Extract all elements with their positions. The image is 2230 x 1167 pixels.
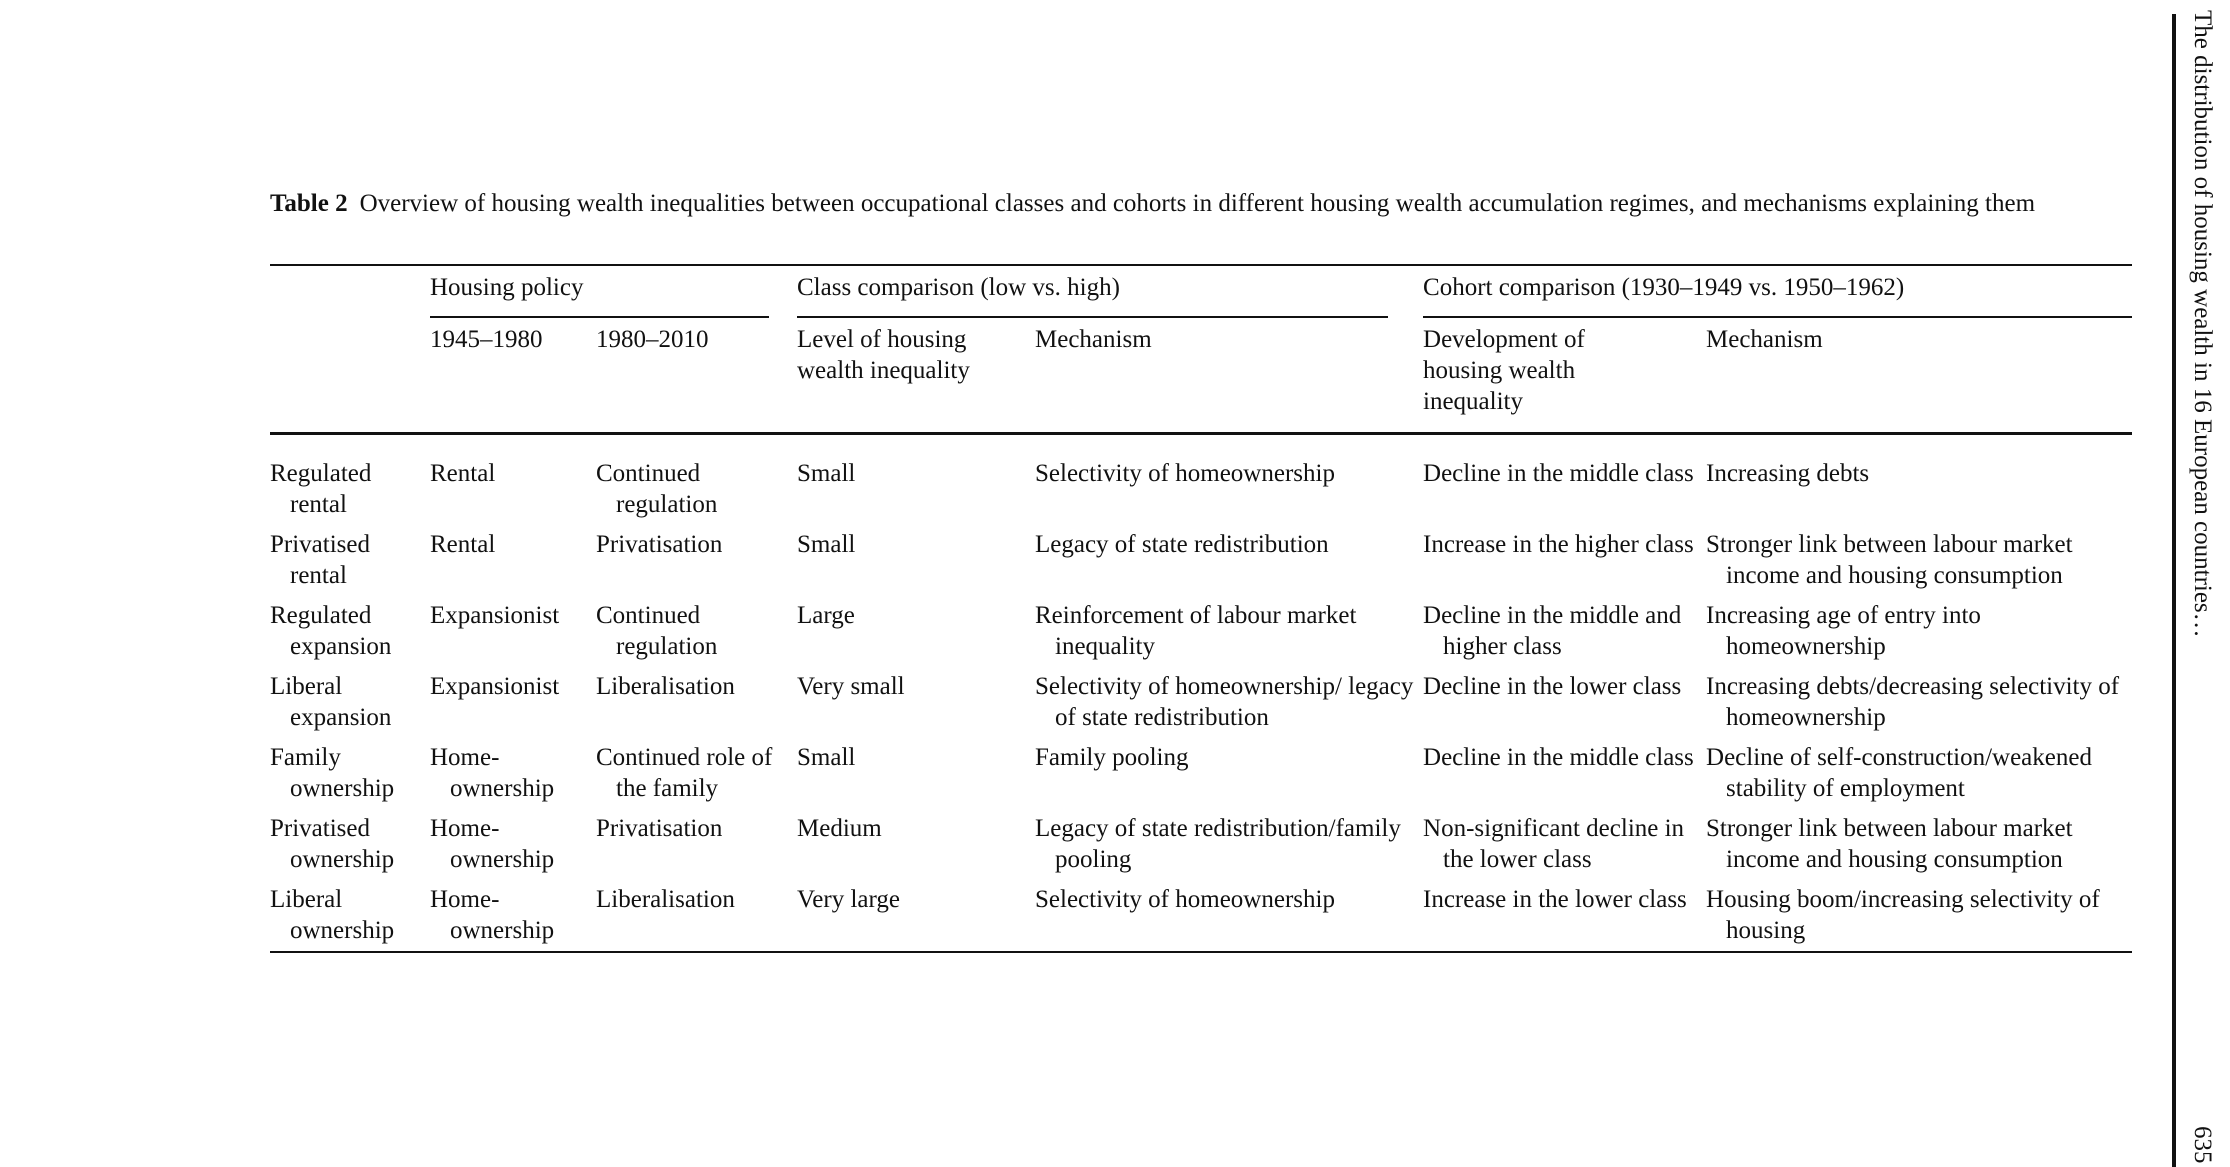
table-row <box>270 884 2132 955</box>
column-header: Level of housing wealth inequality <box>797 326 970 384</box>
group-class-comparison: Class comparison (low vs. high) <box>797 274 1120 301</box>
table-cell: Legacy of state redistribution/family pooling <box>1035 815 1401 873</box>
group-cohort-comparison: Cohort comparison (1930–1949 vs. 1950–1962) <box>1423 274 1905 301</box>
table-cell: Stronger link between labour market income and housing consumption <box>1706 531 2073 589</box>
table-cell: Decline in the middle and higher class <box>1423 602 1682 660</box>
table-cell: Stronger link between labour market income and housing consumption <box>1706 815 2073 873</box>
table-cell: Medium <box>797 815 882 842</box>
table-cell: Increasing age of entry into homeownership <box>1706 602 1981 660</box>
column-header: 1980–2010 <box>596 326 709 353</box>
table-row <box>270 671 2132 742</box>
table-cell: Continued regulation <box>596 460 718 518</box>
table-cell: Small <box>797 531 856 558</box>
table-cell: Large <box>797 602 855 629</box>
table-cell: Housing boom/increasing selectivity of housing <box>1706 886 2100 944</box>
table-cell: Privatisation <box>596 531 723 558</box>
page-number: 635 <box>2189 1126 2216 1164</box>
column-header: 1945–1980 <box>430 326 543 353</box>
table-cell: Reinforcement of labour market inequality <box>1035 602 1357 660</box>
table-cell: Non-significant decline in the lower class <box>1423 815 1685 873</box>
column-header-row <box>270 318 2132 442</box>
table-row <box>270 529 2132 600</box>
table-cell: Continued role of the family <box>596 744 773 802</box>
table-cell: Decline in the lower class <box>1423 673 1682 700</box>
top-rule <box>270 264 2132 266</box>
table-cell: Selectivity of homeownership/ legacy of state redistribution <box>1035 673 1414 731</box>
table-cell: Small <box>797 744 856 771</box>
caption-text: Overview of housing wealth inequalities between occupational classes and cohorts in different housing wealth accumulation regimes, and mechanisms explaining them <box>359 190 2036 217</box>
table-cell: Privatised ownership <box>270 815 395 873</box>
table-cell: Continued regulation <box>596 602 718 660</box>
table-label: Table 2 <box>270 190 348 217</box>
table-caption <box>270 188 2132 219</box>
table-cell: Small <box>797 460 856 487</box>
running-head: The distribution of housing wealth in 16 European countries… <box>2189 10 2216 638</box>
table-cell: Rental <box>430 531 496 558</box>
column-header: Development of housing wealth inequality <box>1423 326 1585 415</box>
column-header <box>270 318 430 442</box>
table-cell: Expansionist <box>430 602 560 629</box>
table-cell: Legacy of state redistribution <box>1035 531 1329 558</box>
table-cell: Home-ownership <box>430 815 555 873</box>
table-cell: Liberal expansion <box>270 673 392 731</box>
housing-wealth-table <box>270 268 2132 955</box>
table-row <box>270 742 2132 813</box>
table-cell: Liberal ownership <box>270 886 395 944</box>
table-cell: Very small <box>797 673 905 700</box>
table-cell: Decline in the middle class <box>1423 744 1694 771</box>
table-cell: Decline in the middle class <box>1423 460 1694 487</box>
table-row <box>270 442 2132 529</box>
table-cell: Liberalisation <box>596 886 735 913</box>
table-cell: Liberalisation <box>596 673 735 700</box>
table-cell: Privatised rental <box>270 531 370 589</box>
table-cell: Home-ownership <box>430 744 555 802</box>
table-cell: Family ownership <box>270 744 395 802</box>
table-cell: Rental <box>430 460 496 487</box>
table-cell: Home-ownership <box>430 886 555 944</box>
column-header: Mechanism <box>1035 326 1152 353</box>
group-housing-policy: Housing policy <box>430 274 584 301</box>
table-cell: Expansionist <box>430 673 560 700</box>
table-cell: Increase in the lower class <box>1423 886 1687 913</box>
table-cell: Decline of self-construction/weakened stability of employment <box>1706 744 2092 802</box>
table-cell: Family pooling <box>1035 744 1189 771</box>
table-cell: Regulated rental <box>270 460 372 518</box>
table-cell: Selectivity of homeownership <box>1035 886 1335 913</box>
margin-rule <box>2172 14 2176 1167</box>
table-cell: Increasing debts/decreasing selectivity of homeownership <box>1706 673 2120 731</box>
table-cell: Increase in the higher class <box>1423 531 1694 558</box>
table-row <box>270 813 2132 884</box>
table-cell: Regulated expansion <box>270 602 392 660</box>
table-cell: Selectivity of homeownership <box>1035 460 1335 487</box>
table-row <box>270 600 2132 671</box>
group-header-row <box>270 268 2132 318</box>
column-header: Mechanism <box>1706 326 1823 353</box>
table-cell: Privatisation <box>596 815 723 842</box>
table-cell: Very large <box>797 886 900 913</box>
table-cell: Increasing debts <box>1706 460 1870 487</box>
